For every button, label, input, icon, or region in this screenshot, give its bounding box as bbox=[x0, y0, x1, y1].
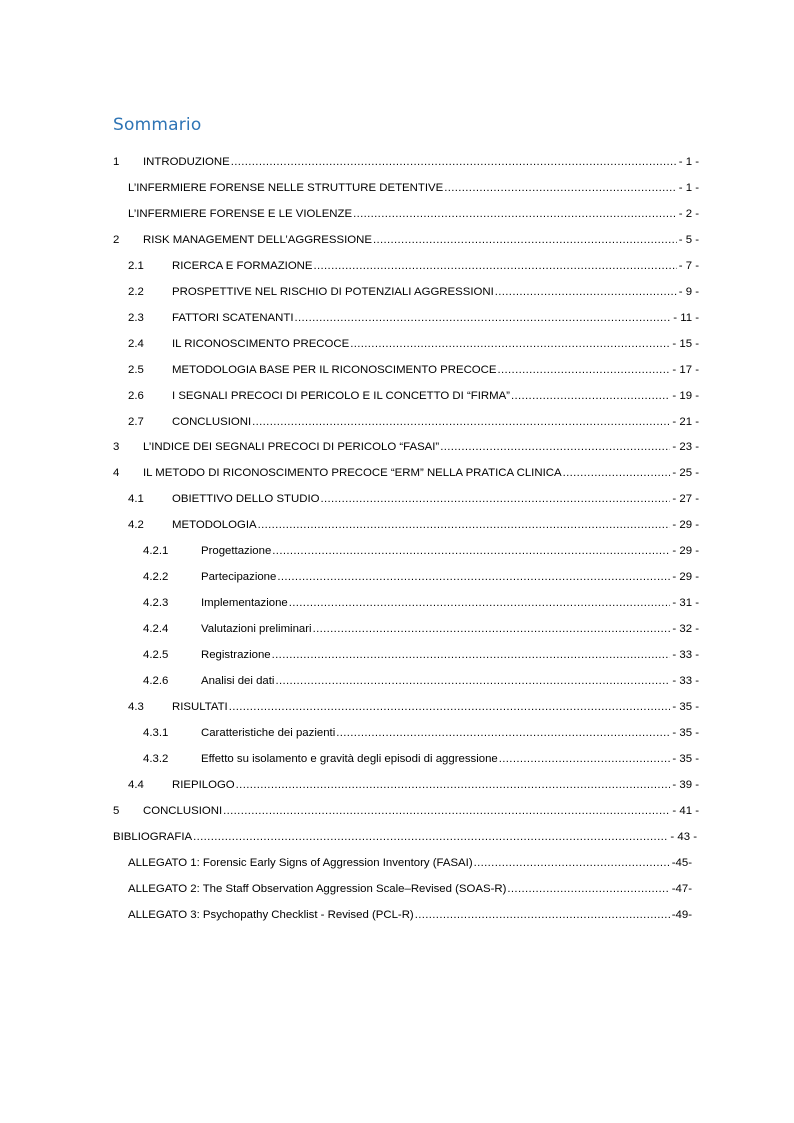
toc-page-number: - 7 - bbox=[678, 259, 699, 272]
toc-entry[interactable] bbox=[128, 256, 699, 276]
toc-page-number: - 21 - bbox=[672, 415, 699, 428]
toc-entry[interactable] bbox=[128, 905, 692, 925]
toc-entry-title: Registrazione bbox=[201, 649, 271, 662]
toc-entry[interactable] bbox=[143, 749, 699, 769]
toc-page-number: - 27 - bbox=[672, 493, 699, 506]
toc-dot-leader bbox=[320, 489, 670, 509]
toc-page-number: - 23 - bbox=[672, 441, 699, 454]
toc-entry-title: CONCLUSIONI bbox=[172, 415, 252, 428]
toc-dot-leader bbox=[474, 853, 670, 873]
toc-entry-number: 2.5 bbox=[128, 363, 144, 376]
toc-entry[interactable] bbox=[143, 593, 699, 613]
toc-entry-title: L’INDICE DEI SEGNALI PRECOCI DI PERICOLO “FASAI” bbox=[143, 441, 440, 454]
toc-entry[interactable] bbox=[128, 204, 699, 224]
toc-entry-number: 2.4 bbox=[128, 337, 144, 350]
toc-page-number: - 1 - bbox=[678, 181, 699, 194]
toc-entry-number: 2.2 bbox=[128, 285, 144, 298]
toc-page-number: - 5 - bbox=[678, 233, 699, 246]
toc-page-number: - 32 - bbox=[672, 623, 699, 636]
toc-entry-number: 2.1 bbox=[128, 259, 144, 272]
toc-entry-title: IL RICONOSCIMENTO PRECOCE bbox=[172, 337, 350, 350]
toc-entry[interactable] bbox=[128, 334, 699, 354]
toc-entry[interactable] bbox=[128, 879, 692, 899]
toc-entry-title: CONCLUSIONI bbox=[143, 804, 223, 817]
toc-dot-leader bbox=[373, 230, 677, 250]
toc-entry-title: PROSPETTIVE NEL RISCHIO DI POTENZIALI AGGRESSIONI bbox=[172, 285, 494, 298]
toc-entry-number: 4.2.2 bbox=[143, 571, 169, 584]
toc-entry-title: Valutazioni preliminari bbox=[201, 623, 312, 636]
toc-dot-leader bbox=[275, 671, 670, 691]
toc-entry[interactable] bbox=[128, 412, 699, 432]
toc-entry-number: 4.1 bbox=[128, 493, 144, 506]
toc-entry[interactable] bbox=[128, 515, 699, 535]
toc-entry-title: Effetto su isolamento e gravità degli episodi di aggressione bbox=[201, 752, 498, 765]
toc-page-number: - 15 - bbox=[672, 337, 699, 350]
toc-entry-title: RICERCA E FORMAZIONE bbox=[172, 259, 313, 272]
toc-entry-title: Partecipazione bbox=[201, 571, 277, 584]
toc-entry-title: RISULTATI bbox=[172, 700, 228, 713]
toc-page-number: - 35 - bbox=[672, 726, 699, 739]
toc-page-number: - 35 - bbox=[672, 700, 699, 713]
toc-dot-leader bbox=[444, 178, 677, 198]
toc-page-number: - 9 - bbox=[678, 285, 699, 298]
toc-dot-leader bbox=[350, 334, 670, 354]
toc-page-number: - 41 - bbox=[672, 804, 699, 817]
toc-entry[interactable] bbox=[143, 723, 699, 743]
toc-entry[interactable] bbox=[113, 230, 699, 250]
toc-page-number: - 33 - bbox=[672, 675, 699, 687]
toc-dot-leader bbox=[511, 386, 670, 406]
toc-dot-leader bbox=[223, 801, 670, 821]
toc-page-number: - 29 - bbox=[672, 545, 699, 558]
toc-entry[interactable] bbox=[128, 697, 699, 717]
toc-entry-number: 4.3.1 bbox=[143, 726, 169, 739]
toc-entry-number: 4.3 bbox=[128, 700, 144, 713]
toc-dot-leader bbox=[236, 775, 671, 795]
toc-entry[interactable] bbox=[128, 178, 699, 198]
toc-dot-leader bbox=[229, 697, 671, 717]
toc-page-number: - 1 - bbox=[678, 156, 699, 168]
toc-dot-leader bbox=[193, 827, 668, 847]
toc-dot-leader bbox=[499, 749, 671, 769]
toc-entry[interactable] bbox=[143, 567, 699, 587]
toc-entry[interactable] bbox=[113, 437, 699, 457]
toc-entry-title: L’INFERMIERE FORENSE NELLE STRUTTURE DETENTIVE bbox=[128, 181, 444, 194]
toc-title: Sommario bbox=[113, 115, 202, 135]
toc-entry[interactable] bbox=[143, 541, 699, 561]
toc-dot-leader bbox=[336, 723, 670, 743]
toc-entry-number: 4.2.4 bbox=[143, 623, 169, 636]
toc-entry-number: 5 bbox=[113, 804, 120, 817]
toc-entry[interactable] bbox=[143, 671, 699, 691]
toc-entry[interactable] bbox=[128, 360, 699, 380]
toc-entry-number: 1 bbox=[113, 156, 120, 168]
toc-entry-number: 4.3.2 bbox=[143, 752, 169, 765]
toc-entry-title: ALLEGATO 3: Psychopathy Checklist - Revised (PCL-R) bbox=[128, 908, 414, 921]
toc-entry-number: 4.2.6 bbox=[143, 675, 169, 687]
toc-entry-title: OBIETTIVO DELLO STUDIO bbox=[172, 493, 320, 506]
toc-entry-title: L’INFERMIERE FORENSE E LE VIOLENZE bbox=[128, 207, 353, 220]
toc-entry-title: RIEPILOGO bbox=[172, 778, 235, 791]
toc-dot-leader bbox=[289, 593, 671, 613]
toc-entry-title: I SEGNALI PRECOCI DI PERICOLO E IL CONCETTO DI “FIRMA” bbox=[172, 389, 510, 402]
toc-entry[interactable] bbox=[113, 152, 699, 172]
toc-dot-leader bbox=[440, 437, 670, 457]
toc-entry-number: 2.7 bbox=[128, 415, 144, 428]
toc-dot-leader bbox=[252, 412, 670, 432]
toc-entry-title: FATTORI SCATENANTI bbox=[172, 311, 294, 324]
toc-entry-title: INTRODUZIONE bbox=[143, 156, 230, 168]
toc-dot-leader bbox=[313, 619, 671, 639]
toc-dot-leader bbox=[258, 515, 671, 535]
toc-entry[interactable] bbox=[113, 801, 699, 821]
toc-entry-number: 2 bbox=[113, 233, 120, 246]
toc-page-number: -49- bbox=[671, 908, 692, 921]
toc-entry-title: IL METODO DI RICONOSCIMENTO PRECOCE “ERM” NELLA PRATICA CLINICA bbox=[143, 467, 562, 480]
toc-entry-title: METODOLOGIA BASE PER IL RICONOSCIMENTO PRECOCE bbox=[172, 363, 497, 376]
toc-entry-number: 4.2.5 bbox=[143, 649, 169, 662]
toc-entry-number: 3 bbox=[113, 441, 120, 454]
toc-dot-leader bbox=[277, 567, 670, 587]
toc-page-number: - 39 - bbox=[672, 778, 699, 791]
toc-entry[interactable] bbox=[113, 463, 699, 483]
toc-page-number: -47- bbox=[671, 882, 692, 895]
toc-entry-title: Caratteristiche dei pazienti bbox=[201, 726, 336, 739]
toc-page-number: - 29 - bbox=[672, 571, 699, 584]
toc-entry[interactable] bbox=[128, 282, 699, 302]
toc-dot-leader bbox=[272, 541, 670, 561]
toc-entry[interactable] bbox=[113, 827, 697, 847]
toc-dot-leader bbox=[295, 308, 672, 328]
toc-page-number: - 33 - bbox=[672, 649, 699, 662]
toc-entry[interactable] bbox=[128, 489, 699, 509]
toc-entry-title: Progettazione bbox=[201, 545, 272, 558]
toc-entry[interactable] bbox=[128, 308, 699, 328]
toc-page-number: - 31 - bbox=[672, 597, 699, 610]
toc-entry-number: 4 bbox=[113, 467, 120, 480]
toc-entry-number: 4.2.3 bbox=[143, 597, 169, 610]
toc-dot-leader bbox=[498, 360, 671, 380]
toc-entry-number: 4.2.1 bbox=[143, 545, 169, 558]
toc-entry-number: 2.6 bbox=[128, 389, 144, 402]
toc-page-number: - 43 - bbox=[670, 830, 697, 843]
toc-entry-title: BIBLIOGRAFIA bbox=[113, 830, 193, 843]
toc-dot-leader bbox=[353, 204, 677, 224]
toc-dot-leader bbox=[507, 879, 669, 899]
toc-dot-leader bbox=[563, 463, 671, 483]
toc-entry-title: METODOLOGIA bbox=[172, 519, 257, 532]
toc-entry[interactable] bbox=[143, 619, 699, 639]
toc-entry[interactable] bbox=[128, 775, 699, 795]
toc-entry-title: ALLEGATO 2: The Staff Observation Aggression Scale–Revised (SOAS-R) bbox=[128, 882, 507, 895]
toc-entry-number: 2.3 bbox=[128, 311, 144, 324]
toc-page-number: - 11 - bbox=[673, 311, 699, 324]
toc-entry[interactable] bbox=[128, 853, 692, 873]
toc-entry-title: RISK MANAGEMENT DELL’AGGRESSIONE bbox=[143, 233, 372, 246]
toc-page-number: -45- bbox=[671, 856, 692, 869]
toc-dot-leader bbox=[415, 905, 670, 925]
toc-entry-number: 4.4 bbox=[128, 778, 144, 791]
toc-page-number: - 25 - bbox=[672, 467, 699, 480]
toc-page-number: - 29 - bbox=[672, 519, 699, 532]
toc-dot-leader bbox=[314, 256, 677, 276]
toc-entry-title: Implementazione bbox=[201, 597, 288, 610]
toc-page-number: - 19 - bbox=[672, 389, 699, 402]
toc-page-number: - 35 - bbox=[672, 752, 699, 765]
toc-entry-title: Analisi dei dati bbox=[201, 675, 275, 687]
toc-entry-title: ALLEGATO 1: Forensic Early Signs of Aggression Inventory (FASAI) bbox=[128, 856, 473, 869]
toc-dot-leader bbox=[495, 282, 677, 302]
toc-page-number: - 2 - bbox=[678, 207, 699, 220]
toc-entry-number: 4.2 bbox=[128, 519, 144, 532]
toc-dot-leader bbox=[272, 645, 671, 665]
toc-entry[interactable] bbox=[128, 386, 699, 406]
toc-dot-leader bbox=[231, 152, 677, 172]
toc-entry[interactable] bbox=[143, 645, 699, 665]
toc-page-number: - 17 - bbox=[672, 363, 699, 376]
